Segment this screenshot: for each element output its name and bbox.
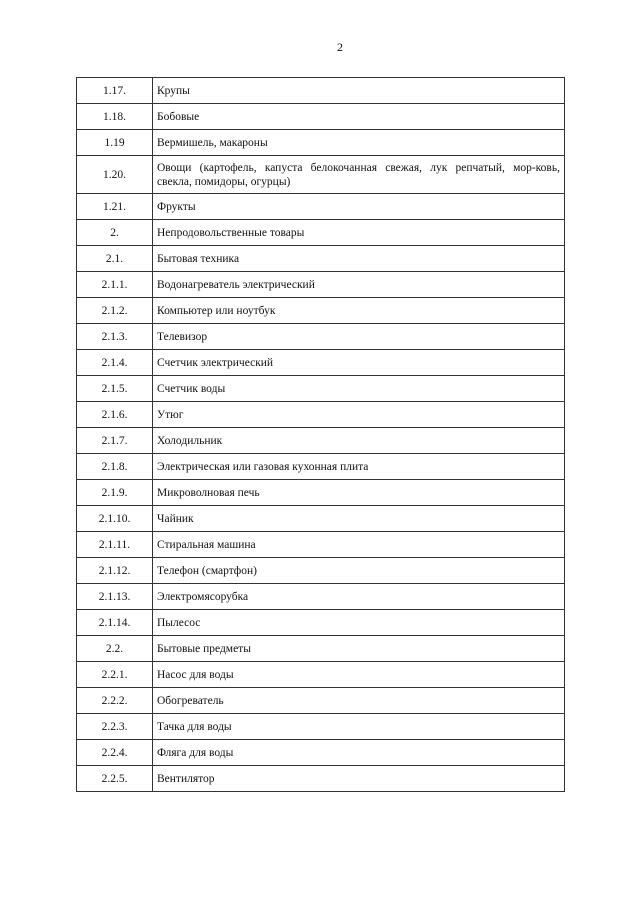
table-row: [77, 506, 565, 532]
table-row: [77, 454, 565, 480]
row-number: 2.1.10.: [77, 506, 153, 532]
table-row: [77, 584, 565, 610]
goods-table: [76, 77, 565, 792]
table-row: [77, 220, 565, 246]
row-number: 2.2.5.: [77, 766, 153, 792]
table-row: [77, 688, 565, 714]
row-name: Пылесос: [153, 610, 565, 636]
table-row: [77, 194, 565, 220]
table-row: [77, 324, 565, 350]
row-number: 1.21.: [77, 194, 153, 220]
row-name: Овощи (картофель, капуста белокочанная свежая, лук репчатый, мор-ковь, свекла, помидоры, огурцы): [153, 156, 565, 194]
table-row: [77, 156, 565, 194]
row-number: 1.19: [77, 130, 153, 156]
table-row: [77, 714, 565, 740]
row-name: Обогреватель: [153, 688, 565, 714]
row-number: 1.20.: [77, 156, 153, 194]
row-name: Вермишель, макароны: [153, 130, 565, 156]
table-row: [77, 298, 565, 324]
row-number: 2.1.3.: [77, 324, 153, 350]
row-name: Телефон (смартфон): [153, 558, 565, 584]
row-number: 1.17.: [77, 78, 153, 104]
row-name: Телевизор: [153, 324, 565, 350]
row-number: 2.1.4.: [77, 350, 153, 376]
row-name: Бытовые предметы: [153, 636, 565, 662]
table-row: [77, 558, 565, 584]
table-row: [77, 350, 565, 376]
row-number: 2.2.2.: [77, 688, 153, 714]
row-name: Крупы: [153, 78, 565, 104]
row-name: Бобовые: [153, 104, 565, 130]
row-number: 2.2.: [77, 636, 153, 662]
row-name: Электромясорубка: [153, 584, 565, 610]
row-name: Бытовая техника: [153, 246, 565, 272]
row-number: 2.1.9.: [77, 480, 153, 506]
row-name: Фрукты: [153, 194, 565, 220]
row-number: 2.2.1.: [77, 662, 153, 688]
row-number: 2.1.1.: [77, 272, 153, 298]
table-row: [77, 272, 565, 298]
row-name: Непродовольственные товары: [153, 220, 565, 246]
row-number: 2.1.12.: [77, 558, 153, 584]
table-row: [77, 480, 565, 506]
table-row: [77, 428, 565, 454]
row-name: Компьютер или ноутбук: [153, 298, 565, 324]
row-number: 2.: [77, 220, 153, 246]
table-row: [77, 376, 565, 402]
table-row: [77, 532, 565, 558]
row-name: Счетчик электрический: [153, 350, 565, 376]
row-name: Фляга для воды: [153, 740, 565, 766]
row-name: Стиральная машина: [153, 532, 565, 558]
row-name: Тачка для воды: [153, 714, 565, 740]
row-name: Водонагреватель электрический: [153, 272, 565, 298]
table-row: [77, 636, 565, 662]
row-number: 2.1.11.: [77, 532, 153, 558]
table-row: [77, 130, 565, 156]
row-number: 2.1.: [77, 246, 153, 272]
row-number: 2.2.3.: [77, 714, 153, 740]
row-name: Чайник: [153, 506, 565, 532]
table-row: [77, 662, 565, 688]
table-row: [77, 78, 565, 104]
row-number: 2.1.14.: [77, 610, 153, 636]
row-number: 1.18.: [77, 104, 153, 130]
row-number: 2.1.5.: [77, 376, 153, 402]
goods-table-body: [77, 78, 565, 792]
row-number: 2.2.4.: [77, 740, 153, 766]
row-name: Электрическая или газовая кухонная плита: [153, 454, 565, 480]
row-name: Вентилятор: [153, 766, 565, 792]
page-number: 2: [337, 40, 343, 54]
row-number: 2.1.6.: [77, 402, 153, 428]
row-name: Счетчик воды: [153, 376, 565, 402]
table-row: [77, 104, 565, 130]
row-name: Утюг: [153, 402, 565, 428]
row-number: 2.1.7.: [77, 428, 153, 454]
row-number: 2.1.13.: [77, 584, 153, 610]
row-name: Холодильник: [153, 428, 565, 454]
row-number: 2.1.2.: [77, 298, 153, 324]
row-name: Насос для воды: [153, 662, 565, 688]
table-row: [77, 246, 565, 272]
table-row: [77, 610, 565, 636]
table-row: [77, 402, 565, 428]
row-number: 2.1.8.: [77, 454, 153, 480]
row-name: Микроволновая печь: [153, 480, 565, 506]
table-row: [77, 740, 565, 766]
table-row: [77, 766, 565, 792]
